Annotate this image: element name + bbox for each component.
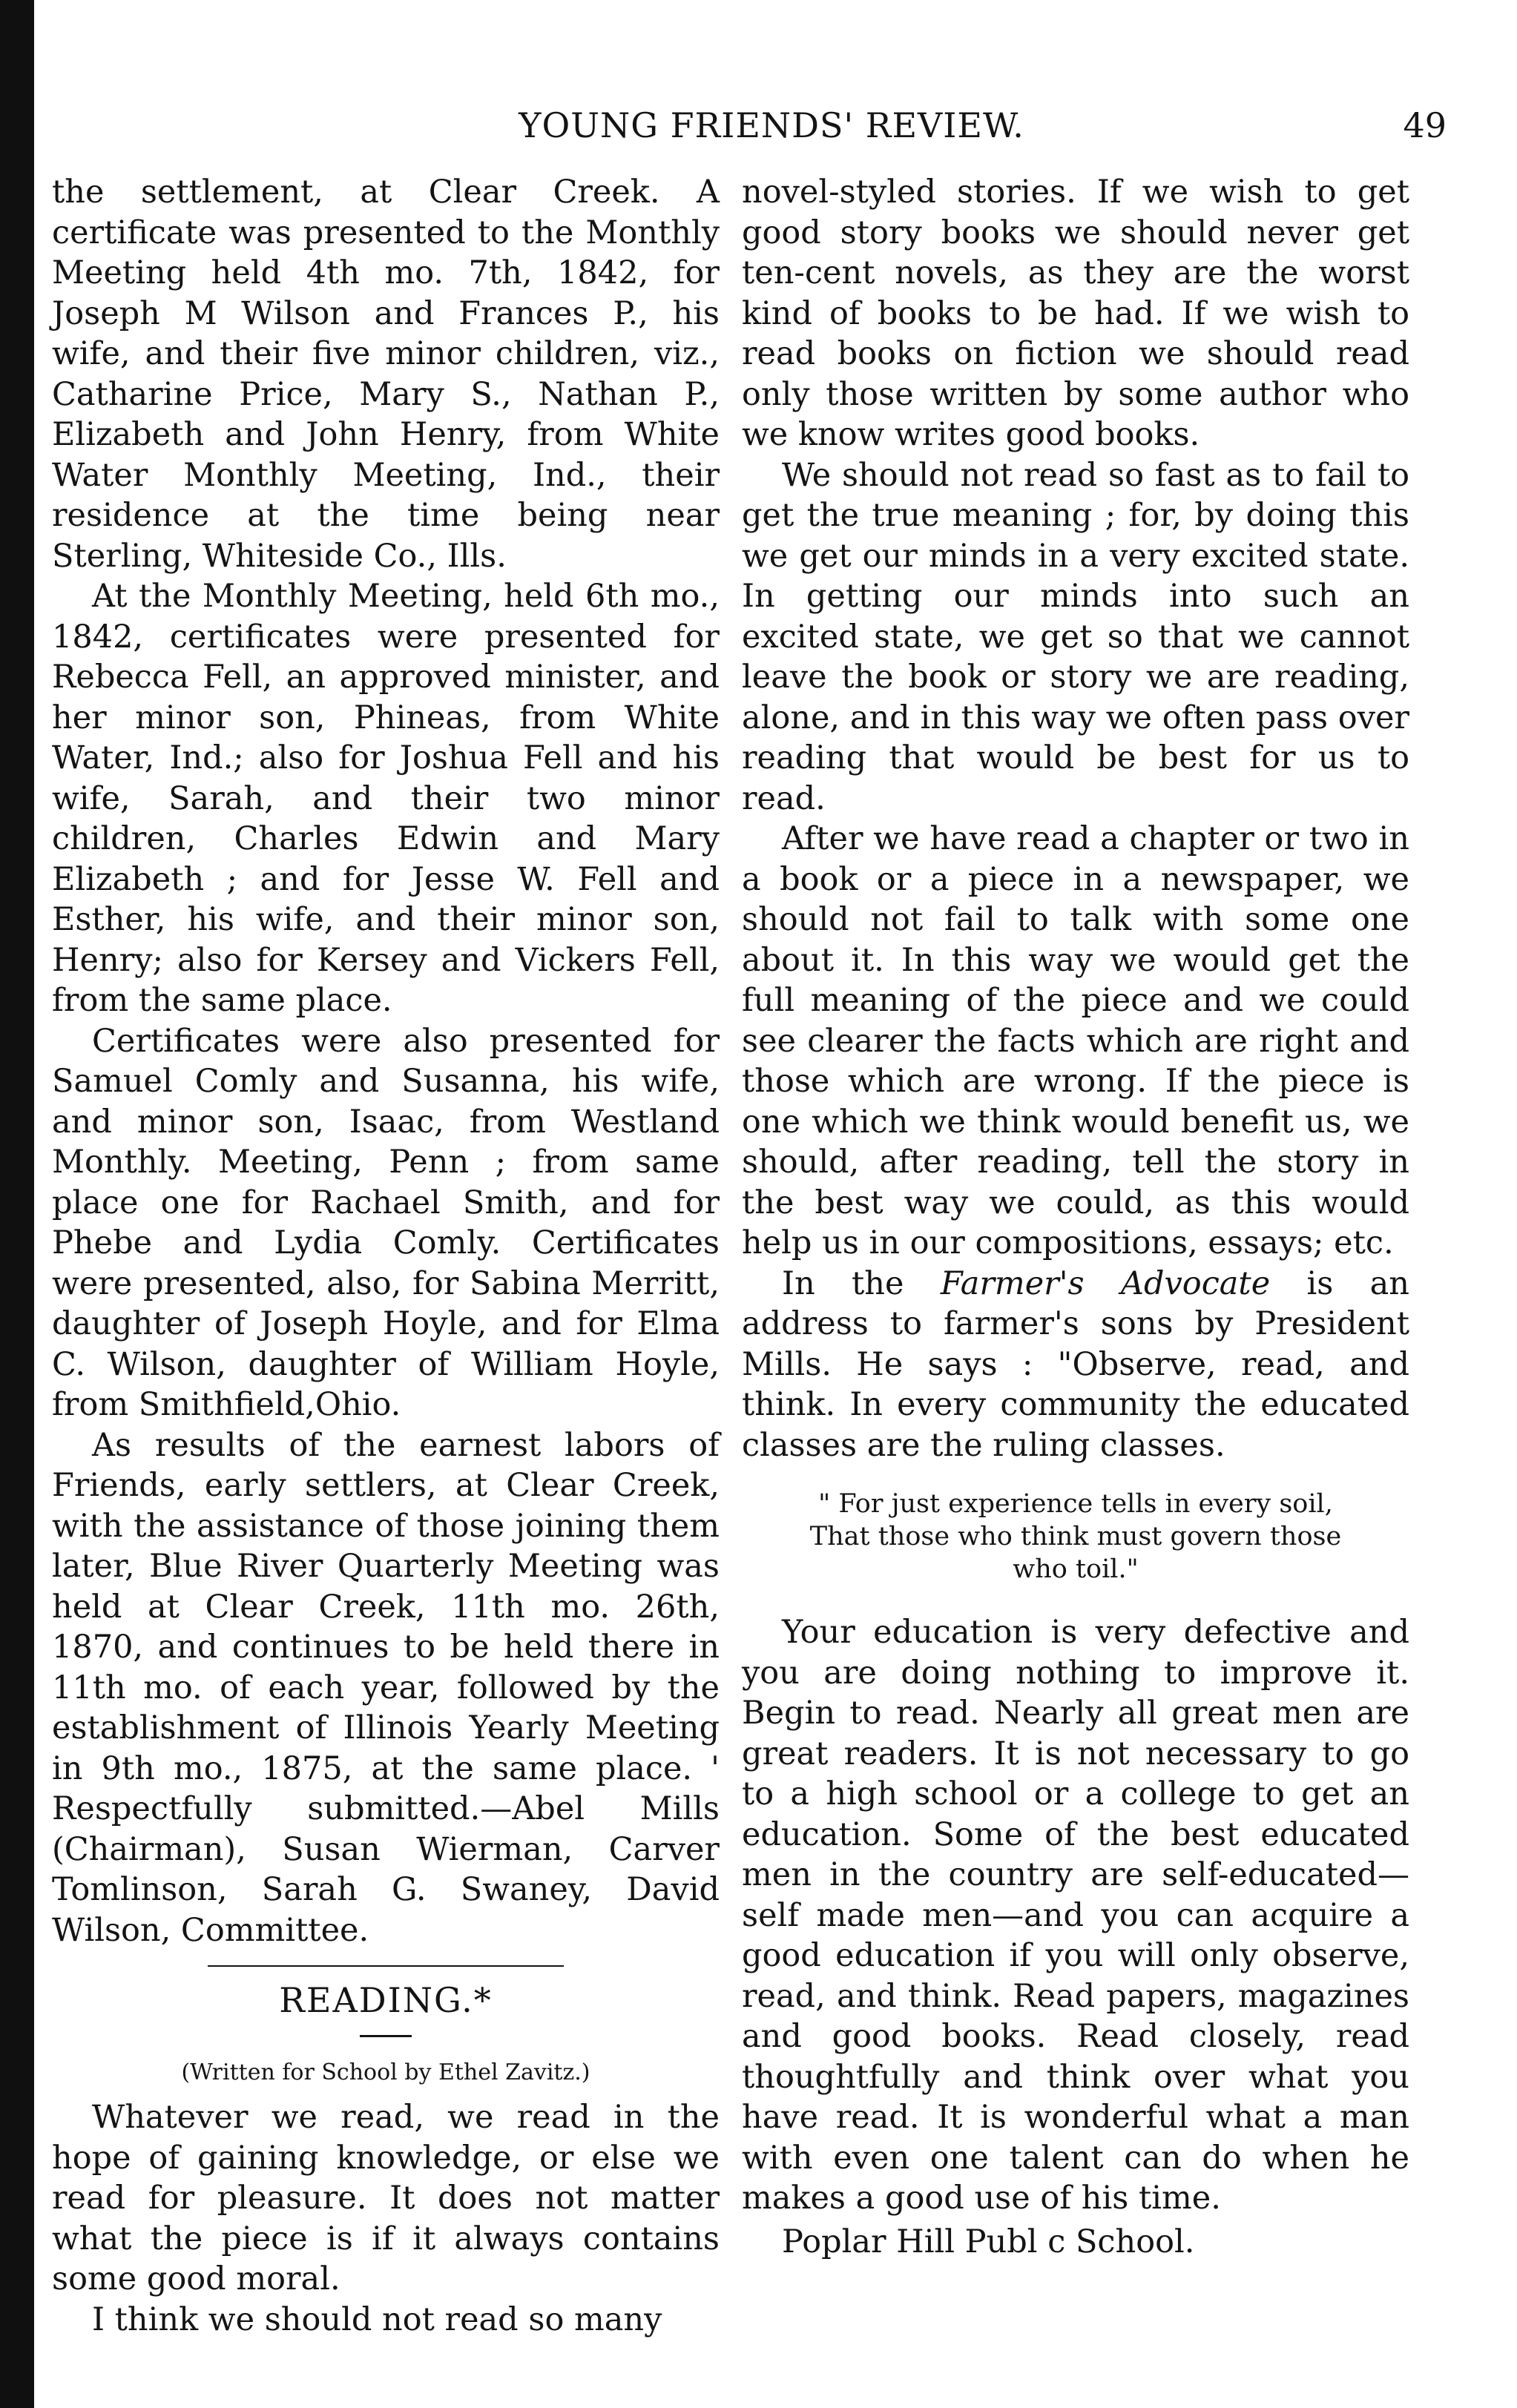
paragraph — [742, 1264, 1409, 1466]
right-column — [742, 172, 1409, 2262]
paragraph: Certificates were also presented for Samuel Comly and Susanna, his wife, and minor son, Isaac, from Westland Monthly. Meeting, Penn ; from same place one for Rachael Smith, and for Phebe and Lydia Comly. Certificates were presented, also, for Sabina Merritt, daughter of Joseph Hoyle, and for Elma C. Wilson, daughter of William Hoyle, from Smithfield,Ohio. — [52, 1022, 720, 1423]
verse-line: " For just experience tells in every soil, — [818, 1489, 1333, 1519]
page-header — [74, 90, 1469, 157]
paragraph: I think we should not read so many — [92, 2300, 662, 2338]
byline: (Written for School by Ethel Zavitz.) — [181, 2059, 590, 2085]
section-title: READING.* — [279, 1980, 493, 2020]
paragraph: Your education is very defective and you are doing nothing to improve it. Begin to read. Nearly all great men are great readers. It is not necessary to go to a high school or a college to get an education. Some of the best educated men in the country are self-educated—self made men—and you can acquire a good education if you will only observe, read, and think. Read papers, magazines and good books. Read closely, read thoughtfully and think over what you have read. It is wonderful what a man with even one talent can do when he makes a good use of his time. — [742, 1614, 1409, 2217]
paragraph: novel-styled stories. If we wish to get good story books we should never get ten-cent novels, as they are the worst kind of books to be had. If we wish to read books on fiction we should read only those written by some author who we know writes good books. — [742, 174, 1409, 453]
paragraph: Whatever we read, we read in the hope of gaining knowledge, or else we read for pleasure. It does not matter what the piece is if it always contains some good moral. — [52, 2099, 720, 2298]
scan-edge — [0, 0, 34, 2408]
running-title: YOUNG FRIENDS' REVIEW. — [519, 105, 1024, 145]
paragraph: We should not read so fast as to fail to get the true meaning ; for, by doing this we get our minds in a very excited state. In getting our minds into such an excited state, we get so that we cannot leave the book or story we are reading, alone, and in this way we often pass over reading that would be best for us to read. — [742, 456, 1409, 817]
paragraph-text: is an address to farmer's sons by President Mills. He says : "Observe, read, and think. In every community the educated classes are the ruling classes. — [742, 1264, 1410, 1464]
quoted-verse — [742, 1488, 1409, 1586]
paragraph: After we have read a chapter or two in a book or a piece in a newspaper, we should not fail to talk with some one about it. In this way we would get the full meaning of the piece and we could see clearer the facts which are right and those which are wrong. If the piece is one which we think would benefit us, we should, after reading, tell the story in the best way we could, as this would help us in our compositions, essays; etc. — [742, 820, 1409, 1261]
title-underline — [360, 2035, 412, 2037]
verse-line: That those who think must govern those — [809, 1522, 1342, 1551]
paragraph: the settlement, at Clear Creek. A certificate was presented to the Monthly Meeting held 4th mo. 7th, 1842, for Joseph M Wilson and Frances P., his wife, and their five minor children, viz., Catharine Price, Mary S., Nathan P., Elizabeth and John Henry, from White Water Monthly Meeting, Ind., their residence at the time being near Sterling, Whiteside Co., Ills. — [52, 174, 720, 575]
paragraph: At the Monthly Meeting, held 6th mo., 1842, certificates were presented for Rebecca Fell, an approved minister, and her minor son, Phineas, from White Water, Ind.; also for Joshua Fell and his wife, Sarah, and their two minor children, Charles Edwin and Mary Elizabeth ; and for Jesse W. Fell and Esther, his wife, and their minor son, Henry; also for Kersey and Vickers Fell, from the same place. — [52, 578, 720, 1019]
left-column — [52, 172, 720, 2340]
journal-title: Farmer's Advocate — [940, 1264, 1271, 1302]
school-signature: Poplar Hill Publ c School. — [782, 2223, 1195, 2260]
paragraph-text: In the — [782, 1264, 941, 1302]
section-divider — [208, 1965, 564, 1967]
paragraph: As results of the earnest labors of Friends, early settlers, at Clear Creek, with the assistance of those joining them later, Blue River Quarterly Meeting was held at Clear Creek, 11th mo. 26th, 1870, and continues to be held there in 11th mo. of each year, followed by the establishment of Illinois Yearly Meeting in 9th mo., 1875, at the same place. ' Respectfully submitted.—Abel Mills (Chairman), Susan Wierman, Carver Tomlinson, Sarah G. Swaney, David Wilson, Committee. — [52, 1426, 720, 1949]
page-number: 49 — [1403, 105, 1447, 145]
verse-line: who toil." — [1013, 1554, 1139, 1584]
